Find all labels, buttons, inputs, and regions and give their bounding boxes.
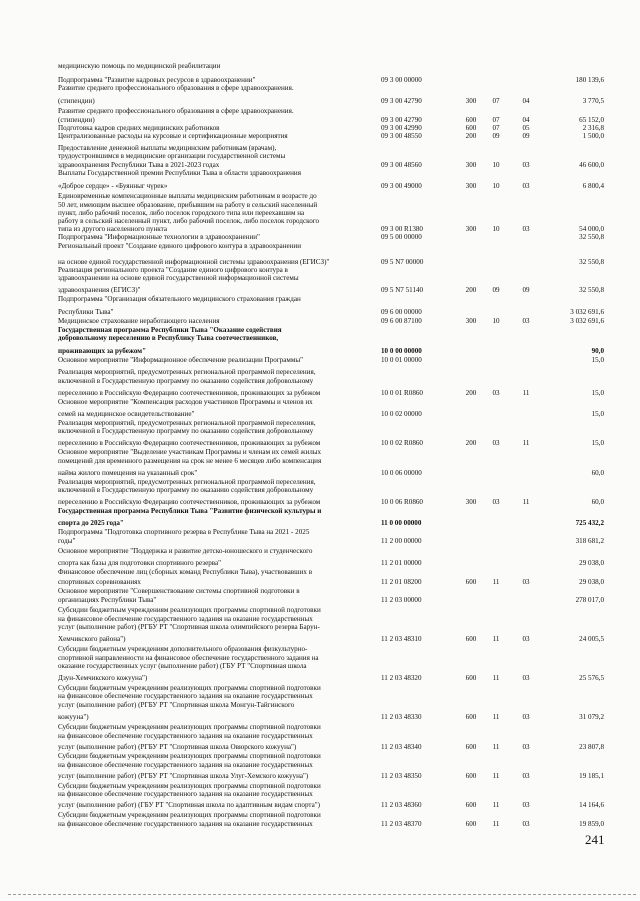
row-name: на финансовое обеспечение государственного задания на оказание государственных bbox=[58, 761, 313, 769]
section: 11 bbox=[492, 578, 500, 586]
budget-code: 11 2 03 48310 bbox=[381, 635, 422, 643]
budget-code: 11 2 00 00000 bbox=[381, 537, 422, 545]
section: 11 bbox=[492, 820, 500, 828]
amount: 3 032 691,6 bbox=[570, 317, 604, 325]
subsection: 03 bbox=[522, 225, 530, 233]
budget-code: 09 6 00 00000 bbox=[381, 308, 422, 316]
row-name: здравоохранении на основе единой государственной информационной системы bbox=[58, 274, 299, 282]
row-name: типа из другого населенного пункта bbox=[58, 225, 167, 233]
subsection: 03 bbox=[522, 635, 530, 643]
expense-type: 200 bbox=[465, 286, 477, 294]
subsection: 03 bbox=[522, 674, 530, 682]
budget-code: 10 0 01 R0860 bbox=[381, 389, 423, 397]
row-name: Субсидии бюджетным учреждениям реализующих программы спортивной подготовки bbox=[58, 782, 321, 790]
row-name: Субсидии бюджетным учреждениям реализующих программы спортивной подготовки bbox=[58, 606, 321, 614]
row-name: Дзун-Хемчикского кожууна") bbox=[58, 674, 148, 682]
subsection: 11 bbox=[522, 389, 530, 397]
row-name: (стипендии) bbox=[58, 116, 95, 124]
row-name: включенной в Государственную программу по оказанию содействия добровольному bbox=[58, 486, 314, 494]
budget-code: 11 2 01 08200 bbox=[381, 578, 422, 586]
row-name: на финансовое обеспечение государственного задания на оказание государственных bbox=[58, 732, 313, 740]
amount: 318 681,2 bbox=[575, 537, 604, 545]
row-name: Подготовка кадров средних медицинских работников bbox=[58, 124, 220, 132]
row-name: медицинскую помощь по медицинской реабилитации bbox=[58, 62, 221, 70]
budget-code: 09 5 N7 51140 bbox=[381, 286, 424, 294]
row-name: Субсидии бюджетным учреждениям реализующих программы спортивной подготовки bbox=[58, 811, 321, 819]
row-name: добровольному переселению в Республику Тыва соотечественников, bbox=[58, 334, 279, 342]
expense-type: 200 bbox=[465, 132, 477, 140]
row-name: 50 лет, имеющим высшее образование, прибывшим на работу в сельский населенный bbox=[58, 201, 318, 209]
row-name: услуг (выполнение работ) (РГБУ РТ "Спортивная школа Овюрского кожууна") bbox=[58, 743, 297, 751]
budget-code: 09 3 00 42790 bbox=[381, 116, 422, 124]
amount: 32 550,8 bbox=[579, 233, 604, 241]
row-name: проживающих за рубежом" bbox=[58, 347, 147, 355]
expense-type: 300 bbox=[465, 97, 477, 105]
section: 09 bbox=[492, 132, 500, 140]
section: 10 bbox=[492, 225, 500, 233]
expense-type: 300 bbox=[465, 182, 477, 190]
row-name: кожууна") bbox=[58, 713, 89, 721]
amount: 46 600,0 bbox=[579, 161, 604, 169]
amount: 23 807,8 bbox=[579, 743, 604, 751]
row-name: Основное мероприятие "Поддержка и развитие детско-юношеского и студенческого bbox=[58, 547, 313, 555]
expense-type: 600 bbox=[465, 820, 477, 828]
subsection: 03 bbox=[522, 820, 530, 828]
subsection: 03 bbox=[522, 578, 530, 586]
section: 07 bbox=[492, 97, 500, 105]
amount: 278 017,0 bbox=[575, 596, 604, 604]
row-name: спортивных соревнованиях bbox=[58, 578, 141, 586]
row-name: услуг (выполнение работ) (РГБУ РТ "Спортивная школа Улуг-Хемского кожууна") bbox=[58, 772, 309, 780]
row-name: Субсидии бюджетным учреждениям дополнительного образования физкультурно- bbox=[58, 645, 308, 653]
row-name: на финансовое обеспечение государственного задания на оказание государственных bbox=[58, 790, 313, 798]
amount: 15,0 bbox=[591, 356, 604, 364]
expense-type: 600 bbox=[465, 713, 477, 721]
section: 11 bbox=[492, 743, 500, 751]
budget-code: 11 2 03 48360 bbox=[381, 801, 422, 809]
budget-code: 09 5 N7 00000 bbox=[381, 258, 424, 266]
row-name: Выплаты Государственной премии Республики Тыва в области здравоохранения bbox=[58, 169, 301, 177]
section: 09 bbox=[492, 286, 500, 294]
row-name: Медицинское страхование неработающего населения bbox=[58, 317, 220, 325]
row-name: Подпрограмма "Подготовка спортивного резерва в Республике Тыва на 2021 - 2025 bbox=[58, 528, 310, 536]
budget-code: 11 2 03 48370 bbox=[381, 820, 422, 828]
budget-code: 11 2 03 48340 bbox=[381, 743, 422, 751]
subsection: 03 bbox=[522, 182, 530, 190]
subsection: 04 bbox=[522, 116, 530, 124]
row-name: Реализация мероприятий, предусмотренных региональной программой переселения, bbox=[58, 368, 316, 376]
footer-divider bbox=[8, 894, 636, 895]
row-name: Субсидии бюджетным учреждениям реализующих программы спортивной подготовки bbox=[58, 684, 321, 692]
amount: 60,0 bbox=[591, 498, 604, 506]
amount: 725 432,2 bbox=[575, 519, 604, 527]
row-name: (стипендии) bbox=[58, 97, 95, 105]
subsection: 05 bbox=[522, 124, 530, 132]
page-number: 241 bbox=[585, 832, 605, 847]
subsection: 11 bbox=[522, 439, 530, 447]
row-name: спорта как базы для подготовки спортивного резерва" bbox=[58, 559, 222, 567]
amount: 14 164,6 bbox=[579, 801, 604, 809]
amount: 3 032 691,6 bbox=[570, 308, 604, 316]
row-name: на финансовое обеспечение государственного задания на оказание государственных bbox=[58, 615, 313, 623]
row-name: Централизованные расходы на курсовые и сертификационные мероприятия bbox=[58, 132, 288, 140]
row-name: помещений для временного размещения на срок не менее 6 месяцев либо компенсация bbox=[58, 457, 322, 465]
budget-code: 11 2 03 48350 bbox=[381, 772, 422, 780]
subsection: 09 bbox=[522, 286, 530, 294]
row-name: Региональный проект "Создание единого цифрового контура в здравоохранении bbox=[58, 242, 302, 250]
expense-type: 600 bbox=[465, 124, 477, 132]
row-name: Субсидии бюджетным учреждениям реализующих программы спортивной подготовки bbox=[58, 752, 321, 760]
budget-code: 11 0 00 00000 bbox=[381, 519, 422, 527]
row-name: Основное мероприятие "Совершенствование системы спортивной подготовки в bbox=[58, 587, 300, 595]
section: 11 bbox=[492, 772, 500, 780]
expense-type: 300 bbox=[465, 498, 477, 506]
row-name: Хемчикского района") bbox=[58, 635, 126, 643]
amount: 19 859,0 bbox=[579, 820, 604, 828]
budget-code: 09 3 00 48560 bbox=[381, 161, 422, 169]
row-name: Основное мероприятие "Компенсация расходов участников Программы и членов их bbox=[58, 398, 313, 406]
row-name: Основное мероприятие "Выделение участникам Программы и членам их семей жилых bbox=[58, 448, 322, 456]
row-name: найма жилого помещения на указанный срок" bbox=[58, 469, 198, 477]
row-name: Реализация мероприятий, предусмотренных региональной программой переселения, bbox=[58, 419, 316, 427]
expense-type: 300 bbox=[465, 317, 477, 325]
subsection: 03 bbox=[522, 801, 530, 809]
row-name: Развитие среднего профессионального образования в сфере здравоохранения. bbox=[58, 84, 294, 92]
row-name: на основе единой государственной информационной системы здравоохранения (ЕГИСЗ)" bbox=[58, 258, 330, 266]
expense-type: 600 bbox=[465, 743, 477, 751]
amount: 29 038,0 bbox=[579, 578, 604, 586]
budget-code: 10 0 06 R0860 bbox=[381, 498, 423, 506]
expense-type: 600 bbox=[465, 772, 477, 780]
expense-type: 200 bbox=[465, 389, 477, 397]
subsection: 03 bbox=[522, 317, 530, 325]
budget-code: 10 0 02 R0860 bbox=[381, 439, 423, 447]
amount: 90,0 bbox=[591, 347, 604, 355]
row-name: работу в сельский населенный пункт, либо рабочий поселок, либо поселок городского bbox=[58, 217, 320, 225]
row-name: годы" bbox=[58, 537, 76, 545]
amount: 15,0 bbox=[591, 439, 604, 447]
amount: 60,0 bbox=[591, 469, 604, 477]
amount: 3 770,5 bbox=[582, 97, 604, 105]
row-name: здравоохранения (ЕГИСЗ)" bbox=[58, 286, 141, 294]
row-name: переселению в Российскую Федерацию соотечественников, проживающих за рубежом bbox=[58, 498, 321, 506]
row-name: Финансовое обеспечение лиц (сборных команд Республики Тыва), участвовавших в bbox=[58, 568, 313, 576]
row-name: трудоустроившимся в медицинские организации государственной системы bbox=[58, 152, 286, 160]
expense-type: 600 bbox=[465, 578, 477, 586]
budget-code: 09 3 00 49000 bbox=[381, 182, 422, 190]
row-name: Единовременные компенсационные выплаты медицинским работникам в возрасте до bbox=[58, 192, 317, 200]
amount: 6 800,4 bbox=[582, 182, 604, 190]
amount: 180 139,6 bbox=[575, 76, 604, 84]
subsection: 11 bbox=[522, 498, 530, 506]
section: 07 bbox=[492, 124, 500, 132]
row-name: на финансовое обеспечение государственного задания на оказание государственных bbox=[58, 820, 313, 828]
amount: 24 005,5 bbox=[579, 635, 604, 643]
subsection: 03 bbox=[522, 772, 530, 780]
amount: 19 185,1 bbox=[579, 772, 604, 780]
subsection: 04 bbox=[522, 97, 530, 105]
expense-type: 200 bbox=[465, 439, 477, 447]
row-name: Реализация регионального проекта "Создание единого цифрового контура в bbox=[58, 266, 288, 274]
row-name: услуг (выполнение работ) (ГБУ РТ "Спортивная школа по адаптивным видам спорта") bbox=[58, 801, 321, 809]
expense-type: 600 bbox=[465, 116, 477, 124]
budget-code: 11 2 03 48320 bbox=[381, 674, 422, 682]
row-name: Субсидии бюджетным учреждениям реализующих программы спортивной подготовки bbox=[58, 723, 321, 731]
row-name: услуг (выполнение работ) (РГБУ РТ "Спортивная школа Монгун-Тайгинского bbox=[58, 701, 295, 709]
row-name: Развитие среднего профессионального образования в сфере здравоохранения. bbox=[58, 107, 294, 115]
amount: 65 152,0 bbox=[579, 116, 604, 124]
row-name: Республики Тыва" bbox=[58, 308, 114, 316]
expense-type: 300 bbox=[465, 225, 477, 233]
row-name: включенной в Государственную программу по оказанию содействия добровольному bbox=[58, 427, 314, 435]
row-name: на финансовое обеспечение государственного задания на оказание государственных bbox=[58, 692, 313, 700]
budget-code: 10 0 06 00000 bbox=[381, 469, 422, 477]
expense-type: 600 bbox=[465, 674, 477, 682]
budget-code: 11 2 01 00000 bbox=[381, 559, 422, 567]
budget-code: 09 3 00 42790 bbox=[381, 97, 422, 105]
row-name: Подпрограмма "Информационные технологии в здравоохранении" bbox=[58, 233, 260, 241]
amount: 54 000,0 bbox=[579, 225, 604, 233]
row-name: Государственная программа Республики Тыва "Развитие физической культуры и bbox=[58, 507, 322, 515]
section: 03 bbox=[492, 439, 500, 447]
row-name: здравоохранения Республики Тыва в 2021-2023 годах bbox=[58, 161, 220, 169]
row-name: услуг (выполнение работ) (РГБУ РТ "Спортивная школа олимпийского резерва Барун- bbox=[58, 623, 320, 631]
expense-type: 600 bbox=[465, 801, 477, 809]
section: 10 bbox=[492, 182, 500, 190]
row-name: Основное мероприятие "Информационное обеспечение реализации Программы" bbox=[58, 356, 303, 364]
budget-code: 10 0 00 00000 bbox=[381, 347, 422, 355]
row-name: включенной в Государственную программу по оказанию содействия добровольному bbox=[58, 377, 314, 385]
budget-code: 09 3 00 48550 bbox=[381, 132, 422, 140]
budget-code: 09 3 00 00000 bbox=[381, 76, 422, 84]
section: 03 bbox=[492, 498, 500, 506]
budget-code: 09 6 00 87100 bbox=[381, 317, 422, 325]
budget-code: 10 0 02 00000 bbox=[381, 410, 422, 418]
section: 11 bbox=[492, 713, 500, 721]
amount: 2 316,8 bbox=[582, 124, 604, 132]
section: 10 bbox=[492, 317, 500, 325]
section: 11 bbox=[492, 674, 500, 682]
row-name: пункт, либо рабочий поселок, либо поселок городского типа или переехавшим на bbox=[58, 209, 305, 217]
subsection: 09 bbox=[522, 132, 530, 140]
expense-type: 300 bbox=[465, 161, 477, 169]
row-name: спорта до 2025 года" bbox=[58, 519, 124, 527]
budget-code: 09 3 00 R1380 bbox=[381, 225, 423, 233]
amount: 15,0 bbox=[591, 389, 604, 397]
row-name: переселению в Российскую Федерацию соотечественников, проживающих за рубежом bbox=[58, 439, 321, 447]
amount: 1 500,0 bbox=[582, 132, 604, 140]
row-name: организациях Республики Тыва" bbox=[58, 596, 157, 604]
row-name: Подпрограмма "Развитие кадровых ресурсов в здравоохранении" bbox=[58, 76, 256, 84]
section: 07 bbox=[492, 116, 500, 124]
row-name: Реализация мероприятий, предусмотренных региональной программой переселения, bbox=[58, 478, 316, 486]
row-name: оказание государственных услуг (выполнение работ) (ГБУ РТ "Спортивная школа bbox=[58, 662, 307, 670]
amount: 32 550,8 bbox=[579, 286, 604, 294]
row-name: спортивной направленности на финансовое обеспечение государственного задания на bbox=[58, 654, 319, 662]
row-name: Государственная программа Республики Тыва "Оказание содействия bbox=[58, 326, 282, 334]
subsection: 03 bbox=[522, 161, 530, 169]
budget-code: 10 0 01 00000 bbox=[381, 356, 422, 364]
amount: 31 079,2 bbox=[579, 713, 604, 721]
row-name: переселению в Российскую Федерацию соотечественников, проживающих за рубежом bbox=[58, 389, 321, 397]
row-name: Подпрограмма "Организация обязательного медицинского страхования граждан bbox=[58, 295, 301, 303]
amount: 29 038,0 bbox=[579, 559, 604, 567]
section: 11 bbox=[492, 801, 500, 809]
section: 10 bbox=[492, 161, 500, 169]
budget-code: 11 2 03 48330 bbox=[381, 713, 422, 721]
budget-code: 09 5 00 00000 bbox=[381, 233, 422, 241]
amount: 15,0 bbox=[591, 410, 604, 418]
section: 11 bbox=[492, 635, 500, 643]
subsection: 03 bbox=[522, 713, 530, 721]
row-name: Предоставление денежной выплаты медицинским работникам (врачам), bbox=[58, 144, 277, 152]
row-name: «Доброе сердце» - «Буянныг чүрек» bbox=[58, 182, 168, 190]
amount: 25 576,5 bbox=[579, 674, 604, 682]
budget-code: 09 3 00 42990 bbox=[381, 124, 422, 132]
section: 03 bbox=[492, 389, 500, 397]
expense-type: 600 bbox=[465, 635, 477, 643]
amount: 32 550,8 bbox=[579, 258, 604, 266]
budget-code: 11 2 03 00000 bbox=[381, 596, 422, 604]
subsection: 03 bbox=[522, 743, 530, 751]
row-name: семей на медицинское освидетельствование" bbox=[58, 410, 195, 418]
